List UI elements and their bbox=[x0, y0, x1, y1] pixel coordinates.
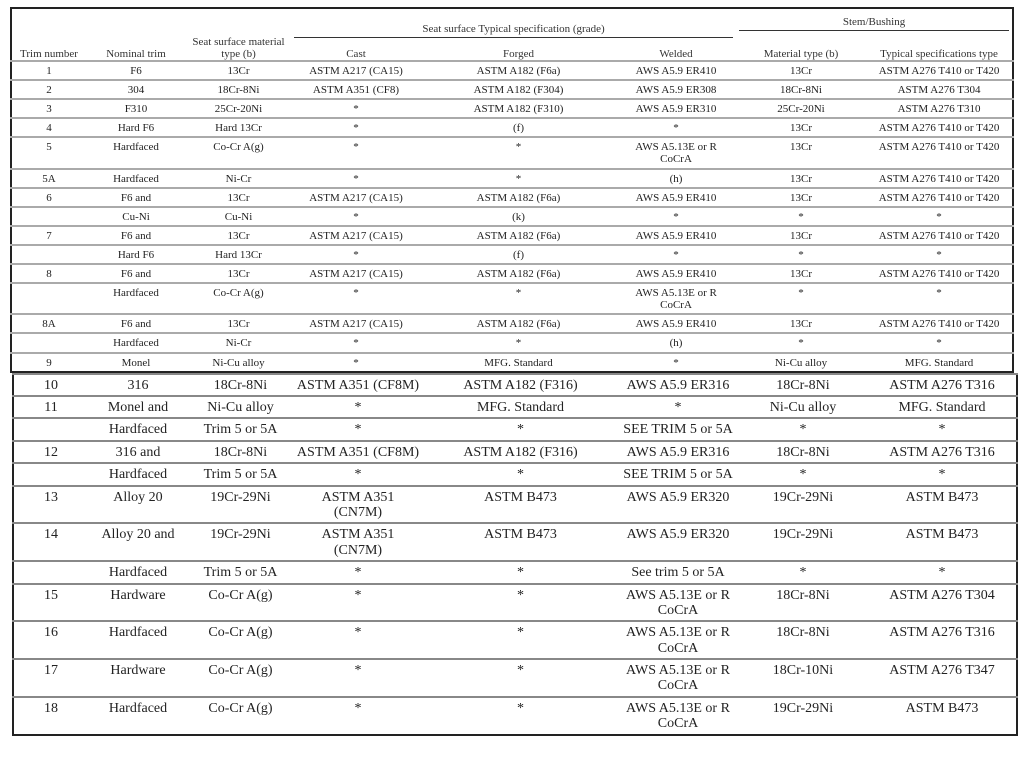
cell-nominal-trim: F6 and bbox=[86, 314, 186, 333]
cell-stem-spec: ASTM A276 T410 or T420 bbox=[866, 118, 1013, 137]
cell-seat-material: Ni-Cr bbox=[186, 169, 291, 188]
cell-cast-spec: ASTM A351 (CF8M) bbox=[293, 374, 423, 396]
cell-stem-material: 19Cr-29Ni bbox=[738, 697, 868, 735]
cell-stem-material: 25Cr-20Ni bbox=[736, 99, 866, 118]
trim-table-part2 bbox=[12, 373, 1018, 736]
cell-forged-spec: (f) bbox=[421, 245, 616, 264]
cell-cast-spec: * bbox=[291, 333, 421, 352]
cell-trim-number bbox=[13, 561, 88, 583]
cell-cast-spec: * bbox=[291, 137, 421, 168]
cell-stem-spec: * bbox=[868, 418, 1017, 440]
cell-stem-material: 18Cr-8Ni bbox=[738, 441, 868, 463]
cell-welded-spec: * bbox=[616, 245, 736, 264]
cell-forged-spec: * bbox=[423, 584, 618, 622]
cell-trim-number: 12 bbox=[13, 441, 88, 463]
cell-nominal-trim: Hardfaced bbox=[88, 621, 188, 659]
cell-welded-spec: AWS A5.9 ER410 bbox=[616, 61, 736, 80]
cell-stem-material: * bbox=[736, 283, 866, 314]
cell-welded-spec: AWS A5.9 ER308 bbox=[616, 80, 736, 99]
cell-stem-material: 18Cr-8Ni bbox=[738, 621, 868, 659]
cell-welded-spec: AWS A5.9 ER320 bbox=[618, 523, 738, 561]
cell-welded-spec: * bbox=[616, 118, 736, 137]
cell-seat-material: 18Cr-8Ni bbox=[188, 374, 293, 396]
table-row bbox=[11, 226, 1013, 245]
cell-stem-material: Ni-Cu alloy bbox=[736, 353, 866, 372]
cell-stem-spec: * bbox=[866, 207, 1013, 226]
cell-stem-material: 13Cr bbox=[736, 137, 866, 168]
cell-forged-spec: * bbox=[421, 283, 616, 314]
cell-nominal-trim: 316 bbox=[88, 374, 188, 396]
cell-stem-material: 13Cr bbox=[736, 61, 866, 80]
cell-stem-material: * bbox=[736, 207, 866, 226]
cell-seat-material: 13Cr bbox=[186, 61, 291, 80]
cell-forged-spec: ASTM B473 bbox=[423, 486, 618, 524]
header-stem-material: Material type (b) bbox=[763, 47, 839, 60]
cell-nominal-trim: Hardfaced bbox=[88, 418, 188, 440]
cell-trim-number bbox=[11, 283, 86, 314]
table-row bbox=[11, 353, 1013, 372]
table-row bbox=[13, 396, 1017, 418]
cell-cast-spec: * bbox=[293, 697, 423, 735]
header-nominal-trim: Nominal trim bbox=[106, 47, 166, 60]
cell-cast-spec: ASTM A217 (CA15) bbox=[291, 264, 421, 283]
cell-stem-spec: * bbox=[866, 333, 1013, 352]
cell-trim-number: 8A bbox=[11, 314, 86, 333]
cell-stem-material: 18Cr-8Ni bbox=[738, 374, 868, 396]
cell-trim-number bbox=[13, 418, 88, 440]
cell-stem-spec: * bbox=[868, 463, 1017, 485]
cell-stem-material: 13Cr bbox=[736, 188, 866, 207]
cell-cast-spec: ASTM A217 (CA15) bbox=[291, 314, 421, 333]
cell-stem-material: * bbox=[736, 245, 866, 264]
cell-stem-spec: ASTM A276 T410 or T420 bbox=[866, 188, 1013, 207]
cell-trim-number bbox=[11, 207, 86, 226]
cell-forged-spec: ASTM A182 (F6a) bbox=[421, 226, 616, 245]
cell-stem-spec: ASTM A276 T304 bbox=[866, 80, 1013, 99]
cell-welded-spec: (h) bbox=[616, 169, 736, 188]
table-row bbox=[11, 245, 1013, 264]
cell-welded-spec: SEE TRIM 5 or 5A bbox=[618, 418, 738, 440]
cell-trim-number: 17 bbox=[13, 659, 88, 697]
cell-welded-spec: SEE TRIM 5 or 5A bbox=[618, 463, 738, 485]
cell-trim-number: 11 bbox=[13, 396, 88, 418]
table-row bbox=[11, 99, 1013, 118]
cell-seat-material: Co-Cr A(g) bbox=[186, 283, 291, 314]
cell-forged-spec: * bbox=[423, 418, 618, 440]
cell-forged-spec: * bbox=[423, 463, 618, 485]
cell-cast-spec: * bbox=[293, 659, 423, 697]
cell-cast-spec: ASTM A217 (CA15) bbox=[291, 61, 421, 80]
cell-cast-spec: * bbox=[291, 353, 421, 372]
cell-welded-spec: AWS A5.9 ER410 bbox=[616, 264, 736, 283]
cell-stem-spec: ASTM A276 T410 or T420 bbox=[866, 61, 1013, 80]
cell-seat-material: Hard 13Cr bbox=[186, 118, 291, 137]
header-stem-spec: Typical specifications type bbox=[880, 47, 998, 60]
cell-seat-material: Ni-Cr bbox=[186, 333, 291, 352]
cell-cast-spec: * bbox=[293, 418, 423, 440]
cell-nominal-trim: F6 and bbox=[86, 264, 186, 283]
table-row bbox=[13, 523, 1017, 561]
cell-seat-material: 13Cr bbox=[186, 188, 291, 207]
table-row bbox=[13, 441, 1017, 463]
cell-forged-spec: ASTM A182 (F6a) bbox=[421, 314, 616, 333]
cell-trim-number: 13 bbox=[13, 486, 88, 524]
table-row bbox=[13, 697, 1017, 735]
cell-nominal-trim: F6 and bbox=[86, 188, 186, 207]
header-stem-group: Stem/Bushing bbox=[739, 16, 1009, 31]
cell-stem-material: * bbox=[738, 463, 868, 485]
cell-stem-spec: ASTM A276 T410 or T420 bbox=[866, 137, 1013, 168]
cell-stem-spec: * bbox=[866, 283, 1013, 314]
cell-nominal-trim: Hardfaced bbox=[88, 463, 188, 485]
cell-forged-spec: ASTM A182 (F6a) bbox=[421, 264, 616, 283]
cell-nominal-trim: Monel and bbox=[88, 396, 188, 418]
cell-stem-spec: MFG. Standard bbox=[868, 396, 1017, 418]
cell-stem-spec: * bbox=[868, 561, 1017, 583]
cell-seat-material: Co-Cr A(g) bbox=[188, 584, 293, 622]
header-welded: Welded bbox=[659, 47, 693, 60]
cell-nominal-trim: Hardfaced bbox=[88, 561, 188, 583]
cell-cast-spec: ASTM A351 (CF8M) bbox=[293, 441, 423, 463]
cell-forged-spec: (k) bbox=[421, 207, 616, 226]
cell-forged-spec: (f) bbox=[421, 118, 616, 137]
cell-welded-spec: AWS A5.9 ER410 bbox=[616, 226, 736, 245]
cell-nominal-trim: Hardfaced bbox=[86, 283, 186, 314]
cell-welded-spec: AWS A5.13E or R CoCrA bbox=[618, 621, 738, 659]
table-row bbox=[11, 80, 1013, 99]
cell-nominal-trim: Hard F6 bbox=[86, 118, 186, 137]
cell-trim-number: 3 bbox=[11, 99, 86, 118]
cell-welded-spec: AWS A5.9 ER410 bbox=[616, 188, 736, 207]
cell-stem-spec: MFG. Standard bbox=[866, 353, 1013, 372]
cell-seat-material: Co-Cr A(g) bbox=[188, 697, 293, 735]
cell-seat-material: Co-Cr A(g) bbox=[188, 621, 293, 659]
table-row bbox=[11, 118, 1013, 137]
cell-trim-number bbox=[11, 245, 86, 264]
cell-trim-number: 14 bbox=[13, 523, 88, 561]
table-row bbox=[11, 207, 1013, 226]
header-cast: Cast bbox=[346, 47, 366, 60]
cell-seat-material: Ni-Cu alloy bbox=[188, 396, 293, 418]
cell-seat-material: 13Cr bbox=[186, 226, 291, 245]
cell-forged-spec: MFG. Standard bbox=[421, 353, 616, 372]
table-row bbox=[11, 333, 1013, 352]
cell-stem-spec: ASTM A276 T410 or T420 bbox=[866, 169, 1013, 188]
cell-forged-spec: ASTM B473 bbox=[423, 523, 618, 561]
table-row bbox=[13, 418, 1017, 440]
table-row bbox=[11, 188, 1013, 207]
table-row bbox=[13, 486, 1017, 524]
cell-nominal-trim: 304 bbox=[86, 80, 186, 99]
table-row bbox=[13, 374, 1017, 396]
cell-stem-material: * bbox=[738, 418, 868, 440]
cell-forged-spec: * bbox=[423, 621, 618, 659]
cell-welded-spec: * bbox=[616, 207, 736, 226]
cell-forged-spec: ASTM A182 (F316) bbox=[423, 374, 618, 396]
header-forged: Forged bbox=[503, 47, 534, 60]
cell-stem-material: 13Cr bbox=[736, 226, 866, 245]
cell-trim-number: 2 bbox=[11, 80, 86, 99]
cell-forged-spec: ASTM A182 (F6a) bbox=[421, 61, 616, 80]
cell-stem-spec: ASTM B473 bbox=[868, 486, 1017, 524]
cell-welded-spec: * bbox=[618, 396, 738, 418]
cell-cast-spec: * bbox=[293, 396, 423, 418]
cell-trim-number: 4 bbox=[11, 118, 86, 137]
cell-stem-spec: ASTM A276 T410 or T420 bbox=[866, 226, 1013, 245]
cell-cast-spec: ASTM A351 (CN7M) bbox=[293, 486, 423, 524]
cell-cast-spec: * bbox=[293, 621, 423, 659]
cell-forged-spec: MFG. Standard bbox=[423, 396, 618, 418]
cell-nominal-trim: F310 bbox=[86, 99, 186, 118]
cell-stem-spec: ASTM A276 T316 bbox=[868, 621, 1017, 659]
cell-seat-material: 13Cr bbox=[186, 314, 291, 333]
cell-stem-spec: ASTM B473 bbox=[868, 697, 1017, 735]
cell-welded-spec: AWS A5.9 ER310 bbox=[616, 99, 736, 118]
cell-stem-spec: ASTM A276 T410 or T420 bbox=[866, 314, 1013, 333]
cell-nominal-trim: Hardfaced bbox=[88, 697, 188, 735]
cell-forged-spec: ASTM A182 (F310) bbox=[421, 99, 616, 118]
cell-stem-material: 19Cr-29Ni bbox=[738, 486, 868, 524]
cell-welded-spec: AWS A5.13E or R CoCrA bbox=[618, 659, 738, 697]
table-row bbox=[11, 61, 1013, 80]
cell-stem-material: 18Cr-8Ni bbox=[736, 80, 866, 99]
cell-welded-spec: AWS A5.13E or R CoCrA bbox=[616, 137, 736, 168]
cell-trim-number: 16 bbox=[13, 621, 88, 659]
cell-forged-spec: ASTM A182 (F304) bbox=[421, 80, 616, 99]
cell-stem-material: * bbox=[736, 333, 866, 352]
cell-cast-spec: ASTM A351 (CF8) bbox=[291, 80, 421, 99]
cell-stem-spec: ASTM A276 T304 bbox=[868, 584, 1017, 622]
cell-stem-spec: ASTM A276 T347 bbox=[868, 659, 1017, 697]
cell-seat-material: 18Cr-8Ni bbox=[188, 441, 293, 463]
cell-cast-spec: * bbox=[291, 283, 421, 314]
table-row bbox=[13, 584, 1017, 622]
cell-nominal-trim: Hardfaced bbox=[86, 137, 186, 168]
cell-cast-spec: * bbox=[291, 169, 421, 188]
table-row bbox=[11, 283, 1013, 314]
cell-welded-spec: AWS A5.9 ER320 bbox=[618, 486, 738, 524]
cell-trim-number: 18 bbox=[13, 697, 88, 735]
cell-forged-spec: * bbox=[421, 137, 616, 168]
cell-cast-spec: ASTM A217 (CA15) bbox=[291, 188, 421, 207]
cell-nominal-trim: Hardware bbox=[88, 659, 188, 697]
table-row bbox=[13, 659, 1017, 697]
cell-welded-spec: AWS A5.13E or R CoCrA bbox=[616, 283, 736, 314]
cell-cast-spec: * bbox=[293, 561, 423, 583]
cell-nominal-trim: Cu-Ni bbox=[86, 207, 186, 226]
cell-seat-material: Co-Cr A(g) bbox=[186, 137, 291, 168]
cell-nominal-trim: Monel bbox=[86, 353, 186, 372]
cell-seat-material: 25Cr-20Ni bbox=[186, 99, 291, 118]
cell-welded-spec: AWS A5.9 ER316 bbox=[618, 441, 738, 463]
cell-nominal-trim: Hardfaced bbox=[86, 169, 186, 188]
table-row bbox=[11, 137, 1013, 168]
cell-trim-number: 10 bbox=[13, 374, 88, 396]
cell-forged-spec: ASTM A182 (F316) bbox=[423, 441, 618, 463]
table-row bbox=[11, 314, 1013, 333]
cell-stem-material: 18Cr-8Ni bbox=[738, 584, 868, 622]
cell-seat-material: 19Cr-29Ni bbox=[188, 486, 293, 524]
cell-forged-spec: * bbox=[421, 333, 616, 352]
cell-stem-spec: ASTM A276 T316 bbox=[868, 441, 1017, 463]
cell-forged-spec: * bbox=[421, 169, 616, 188]
cell-welded-spec: AWS A5.9 ER410 bbox=[616, 314, 736, 333]
table-row bbox=[11, 169, 1013, 188]
cell-seat-material: Trim 5 or 5A bbox=[188, 418, 293, 440]
cell-cast-spec: ASTM A217 (CA15) bbox=[291, 226, 421, 245]
cell-cast-spec: * bbox=[291, 245, 421, 264]
cell-seat-material: Trim 5 or 5A bbox=[188, 561, 293, 583]
cell-trim-number: 7 bbox=[11, 226, 86, 245]
cell-seat-material: Ni-Cu alloy bbox=[186, 353, 291, 372]
cell-nominal-trim: F6 bbox=[86, 61, 186, 80]
header-trim-number: Trim number bbox=[20, 47, 78, 60]
cell-trim-number bbox=[13, 463, 88, 485]
cell-stem-material: 13Cr bbox=[736, 314, 866, 333]
cell-stem-material: 13Cr bbox=[736, 118, 866, 137]
cell-welded-spec: See trim 5 or 5A bbox=[618, 561, 738, 583]
cell-trim-number: 1 bbox=[11, 61, 86, 80]
cell-forged-spec: * bbox=[423, 659, 618, 697]
trim-table-part1 bbox=[10, 7, 1014, 373]
cell-seat-material: Co-Cr A(g) bbox=[188, 659, 293, 697]
cell-seat-material: 18Cr-8Ni bbox=[186, 80, 291, 99]
cell-nominal-trim: Hardfaced bbox=[86, 333, 186, 352]
cell-stem-material: 19Cr-29Ni bbox=[738, 523, 868, 561]
cell-stem-material: 18Cr-10Ni bbox=[738, 659, 868, 697]
cell-seat-material: 13Cr bbox=[186, 264, 291, 283]
cell-stem-spec: ASTM A276 T410 or T420 bbox=[866, 264, 1013, 283]
cell-cast-spec: ASTM A351 (CN7M) bbox=[293, 523, 423, 561]
header-seat-material: Seat surface material type (b) bbox=[192, 35, 285, 60]
cell-cast-spec: * bbox=[293, 463, 423, 485]
cell-trim-number: 5A bbox=[11, 169, 86, 188]
cell-trim-number bbox=[11, 333, 86, 352]
cell-forged-spec: * bbox=[423, 561, 618, 583]
cell-stem-spec: ASTM B473 bbox=[868, 523, 1017, 561]
cell-nominal-trim: F6 and bbox=[86, 226, 186, 245]
table-row bbox=[13, 463, 1017, 485]
table-row bbox=[11, 264, 1013, 283]
cell-stem-spec: ASTM A276 T310 bbox=[866, 99, 1013, 118]
cell-welded-spec: AWS A5.9 ER316 bbox=[618, 374, 738, 396]
cell-trim-number: 15 bbox=[13, 584, 88, 622]
cell-trim-number: 9 bbox=[11, 353, 86, 372]
cell-stem-spec: * bbox=[866, 245, 1013, 264]
cell-cast-spec: * bbox=[291, 207, 421, 226]
cell-cast-spec: * bbox=[291, 99, 421, 118]
table-row bbox=[13, 621, 1017, 659]
cell-cast-spec: * bbox=[291, 118, 421, 137]
cell-welded-spec: AWS A5.13E or R CoCrA bbox=[618, 697, 738, 735]
cell-stem-material: Ni-Cu alloy bbox=[738, 396, 868, 418]
cell-trim-number: 5 bbox=[11, 137, 86, 168]
cell-trim-number: 6 bbox=[11, 188, 86, 207]
cell-nominal-trim: Hardware bbox=[88, 584, 188, 622]
cell-seat-material: Cu-Ni bbox=[186, 207, 291, 226]
cell-seat-material: Trim 5 or 5A bbox=[188, 463, 293, 485]
cell-cast-spec: * bbox=[293, 584, 423, 622]
cell-seat-material: Hard 13Cr bbox=[186, 245, 291, 264]
cell-seat-material: 19Cr-29Ni bbox=[188, 523, 293, 561]
cell-welded-spec: * bbox=[616, 353, 736, 372]
cell-forged-spec: * bbox=[423, 697, 618, 735]
header-seat-spec-group: Seat surface Typical specification (grade) bbox=[294, 23, 733, 38]
cell-nominal-trim: Hard F6 bbox=[86, 245, 186, 264]
cell-stem-material: 13Cr bbox=[736, 169, 866, 188]
cell-nominal-trim: Alloy 20 bbox=[88, 486, 188, 524]
cell-forged-spec: ASTM A182 (F6a) bbox=[421, 188, 616, 207]
cell-nominal-trim: Alloy 20 and bbox=[88, 523, 188, 561]
cell-stem-spec: ASTM A276 T316 bbox=[868, 374, 1017, 396]
cell-stem-material: 13Cr bbox=[736, 264, 866, 283]
cell-welded-spec: (h) bbox=[616, 333, 736, 352]
cell-trim-number: 8 bbox=[11, 264, 86, 283]
cell-welded-spec: AWS A5.13E or R CoCrA bbox=[618, 584, 738, 622]
cell-stem-material: * bbox=[738, 561, 868, 583]
table-row bbox=[13, 561, 1017, 583]
cell-nominal-trim: 316 and bbox=[88, 441, 188, 463]
